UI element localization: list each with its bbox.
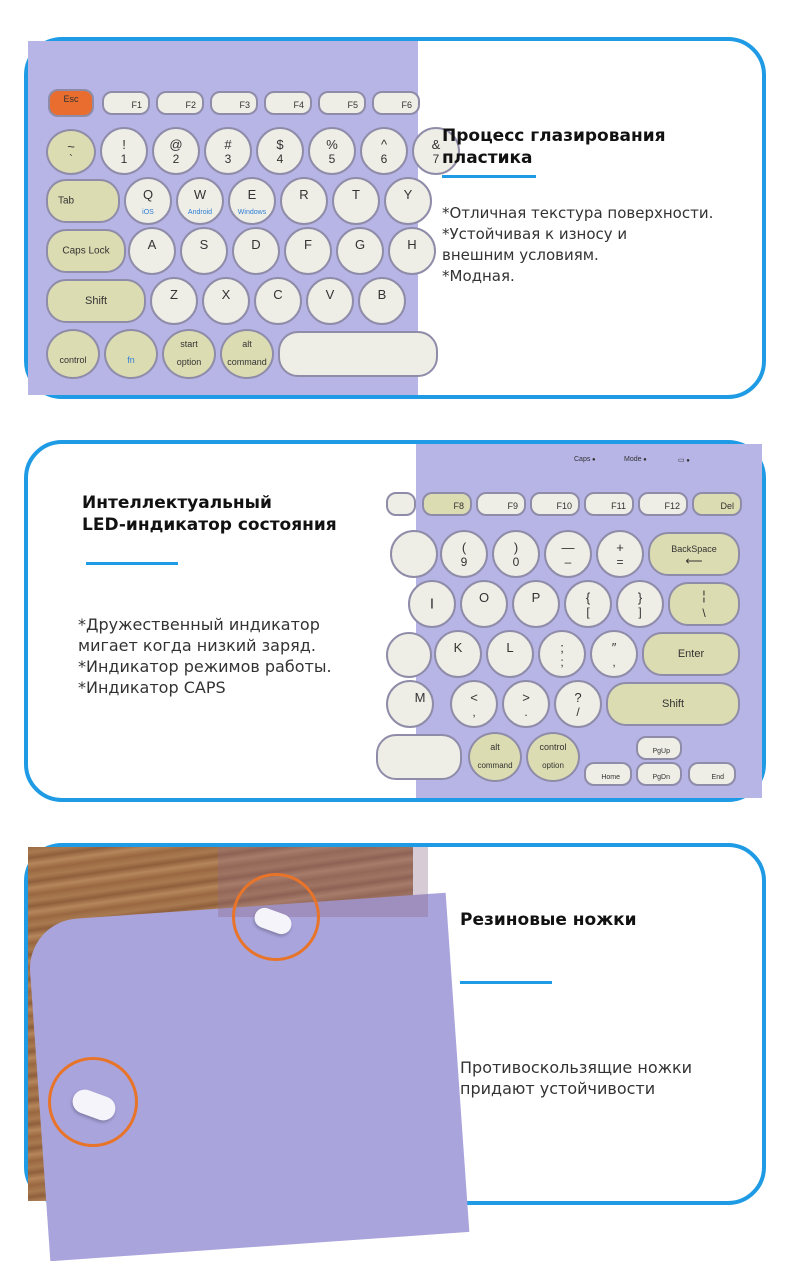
key-6: ^ 6: [360, 127, 408, 175]
key-f4: F4: [264, 91, 312, 115]
key-option: start option: [162, 329, 216, 379]
battery-led-icon: ▭ ●: [678, 456, 690, 464]
description-line: *Индикатор CAPS: [78, 678, 226, 697]
key-option-right: control option: [526, 732, 580, 782]
feature-description: [460, 1057, 780, 1099]
key-f5: F5: [318, 91, 366, 115]
key-f1: F1: [102, 91, 150, 115]
key-q: Q iOS: [124, 177, 172, 225]
heading-underline: [442, 175, 536, 178]
feature-text-rubber-feet: [416, 847, 762, 1201]
highlight-circle-bottom: [48, 1057, 138, 1147]
key-a: A: [128, 227, 176, 275]
feature-card-glazing: [24, 37, 766, 399]
key-k: K: [434, 630, 482, 678]
key-minus: — –: [544, 530, 592, 578]
key-i: I: [408, 580, 456, 628]
key-g: G: [336, 227, 384, 275]
led-caps: Caps ●: [574, 456, 596, 463]
key-v: V: [306, 277, 354, 325]
key-z: Z: [150, 277, 198, 325]
key-tab: Tab: [46, 179, 120, 223]
key-f9: F9: [476, 492, 526, 516]
feature-heading: Процесс глазирования пластика: [442, 126, 666, 168]
key-quote: ″ ,: [590, 630, 638, 678]
heading-underline: [460, 981, 552, 984]
key-e: E Windows: [228, 177, 276, 225]
key-shift-right: Shift: [606, 682, 740, 726]
key-pgup: PgUp: [636, 736, 682, 760]
key-space-partial: [376, 734, 462, 780]
key-l: L: [486, 630, 534, 678]
keyboard-closeup-right: [416, 444, 762, 798]
key-backslash: ¦ \: [668, 582, 740, 626]
key-x: X: [202, 277, 250, 325]
key-s: S: [180, 227, 228, 275]
key-c: C: [254, 277, 302, 325]
key-f: F: [284, 227, 332, 275]
key-end: End: [688, 762, 736, 786]
feature-description: [78, 614, 408, 698]
led-mode: Mode ●: [624, 456, 647, 463]
heading-line: LED-индикатор состояния: [82, 515, 337, 535]
description-line: придают устойчивости: [460, 1079, 656, 1098]
key-period: > .: [502, 680, 550, 728]
key-equals: + =: [596, 530, 644, 578]
key-f11: F11: [584, 492, 634, 516]
key-0: ) 0: [492, 530, 540, 578]
feature-heading: [82, 492, 402, 536]
feature-heading: Резиновые ножки: [460, 910, 637, 930]
heading-underline: [86, 562, 178, 565]
key-7: & 7: [412, 127, 460, 175]
key-pgdn: PgDn: [636, 762, 682, 786]
description-line: Противоскользящие ножки: [460, 1058, 693, 1077]
description-line: внешним условиям.: [442, 246, 599, 264]
key-y: Y: [384, 177, 432, 225]
key-r: R: [280, 177, 328, 225]
key-f10: F10: [530, 492, 580, 516]
key-command: alt command: [220, 329, 274, 379]
description-line: *Дружественный индикатор: [78, 615, 320, 634]
key-h: H: [388, 227, 436, 275]
key-8-partial: [390, 530, 438, 578]
key-tilde: ~ `: [46, 129, 96, 175]
key-j-partial: [386, 632, 432, 678]
key-3: # 3: [204, 127, 252, 175]
key-capslock: Caps Lock: [46, 229, 126, 273]
description-line: *Индикатор режимов работы.: [78, 657, 332, 676]
key-home: Home: [584, 762, 632, 786]
feature-card-led: [24, 440, 766, 802]
key-bracket-open: { [: [564, 580, 612, 628]
key-fn: fn: [104, 329, 158, 379]
key-comma: < ,: [450, 680, 498, 728]
key-shift-left: Shift: [46, 279, 146, 323]
heading-line: Интеллектуальный: [82, 493, 272, 513]
key-4: $ 4: [256, 127, 304, 175]
key-b: B: [358, 277, 406, 325]
feature-text-led: [28, 444, 416, 798]
key-command-right: alt command: [468, 732, 522, 782]
key-control: control: [46, 329, 100, 379]
key-f7-partial: [386, 492, 416, 516]
key-del: Del: [692, 492, 742, 516]
key-esc: Esc: [48, 89, 94, 117]
key-enter: Enter: [642, 632, 740, 676]
key-w: W Android: [176, 177, 224, 225]
description-line: *Отличная текстура поверхности.: [442, 204, 714, 222]
highlight-circle-top: [232, 873, 320, 961]
key-backspace: BackSpace ⟵: [648, 532, 740, 576]
key-slash: ? /: [554, 680, 602, 728]
key-f3: F3: [210, 91, 258, 115]
description-line: *Устойчивая к износу и: [442, 225, 628, 243]
key-t: T: [332, 177, 380, 225]
key-1: ! 1: [100, 127, 148, 175]
key-space: [278, 331, 438, 377]
key-5: % 5: [308, 127, 356, 175]
key-f12: F12: [638, 492, 688, 516]
feature-description: [442, 203, 752, 287]
key-o: O: [460, 580, 508, 628]
key-d: D: [232, 227, 280, 275]
key-p: P: [512, 580, 560, 628]
feature-card-rubber-feet: [24, 843, 766, 1205]
key-m: M: [386, 680, 434, 728]
feature-text-glazing: [420, 41, 762, 395]
key-2: @ 2: [152, 127, 200, 175]
description-line: мигает когда низкий заряд.: [78, 636, 316, 655]
key-bracket-close: } ]: [616, 580, 664, 628]
key-f8: F8: [422, 492, 472, 516]
description-line: *Модная.: [442, 267, 515, 285]
key-f2: F2: [156, 91, 204, 115]
keyboard-underside-photo: [28, 847, 413, 1201]
keyboard-closeup-left: [28, 41, 441, 395]
key-semicolon: ; ;: [538, 630, 586, 678]
key-9: ( 9: [440, 530, 488, 578]
key-f6: F6: [372, 91, 420, 115]
